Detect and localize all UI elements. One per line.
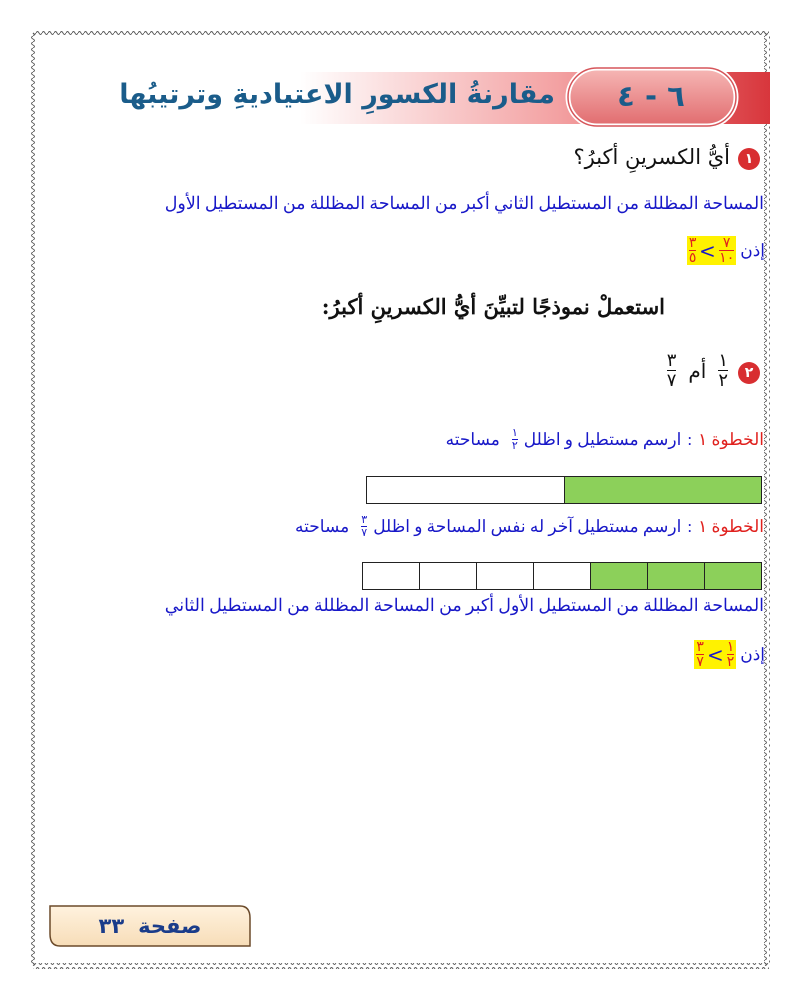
unshaded-part: [363, 563, 420, 589]
lesson-title: مقارنةُ الكسورِ الاعتياديةِ وترتيبُها: [119, 79, 555, 110]
q1-fraction-big: $\frac{٧}{١٠}$: [719, 235, 735, 266]
shaded-part: [648, 563, 705, 589]
q1-answer: المساحة المظللة من المستطيل الثاني أكبر من المساحة المظللة من المستطيل الأول: [164, 193, 764, 213]
q2-fraction-b: $\frac{٣}{٧}$: [666, 350, 677, 391]
q1-fraction-small: $\frac{٣}{٥}$: [688, 235, 697, 266]
q2-fraction-small: $\frac{٣}{٧}$: [696, 639, 704, 670]
page-number: ٣٣: [98, 914, 125, 938]
page-word: صفحة: [138, 914, 202, 938]
q2-number-icon: ٢: [738, 362, 760, 384]
unshaded-part: [477, 563, 534, 589]
unshaded-part: [367, 477, 565, 503]
page-number-tab: [60, 908, 240, 944]
q2-answer: المساحة المظللة من المستطيل الأول أكبر من المساحة المظللة من المستطيل الثاني: [164, 595, 764, 615]
q1-inequality: $\frac{٣}{٥}$ > $\frac{٧}{١٠}$: [688, 235, 735, 266]
model-rectangle-1: [366, 476, 762, 504]
model-rectangle-2: [362, 562, 762, 590]
q2-fraction-a: $\frac{١}{٢}$: [718, 350, 728, 391]
q1-number-icon: ١: [738, 148, 760, 170]
q2-fraction-big: $\frac{١}{٢}$: [726, 639, 735, 670]
instruction-text: استعملْ نموذجًا لتبيِّنَ أيُّ الكسرينِ أكبرُ:: [321, 294, 665, 319]
step1-line: الخطوة ١ : ارسم مستطيل و اظلل $\frac{١}{٢}$ مساحته: [445, 427, 764, 452]
shaded-part: [565, 477, 762, 503]
shaded-part: [705, 563, 761, 589]
step1-fraction: $\frac{١}{٢}$: [511, 427, 518, 452]
lesson-badge-number: ٦ - ٤: [617, 79, 685, 113]
step2-line: الخطوة ١ : ارسم مستطيل آخر له نفس المساحة و اظلل $\frac{٣}{٧}$ مساحته: [295, 514, 764, 539]
q2-inequality: $\frac{٣}{٧}$ > $\frac{١}{٢}$: [696, 639, 735, 670]
q2-conclusion: إذن $\frac{٣}{٧}$ > $\frac{١}{٢}$: [696, 639, 765, 670]
q2-fractions: $\frac{١}{٢}$ أم $\frac{٣}{٧}$: [666, 350, 728, 391]
q1-conclusion: إذن $\frac{٣}{٥}$ > $\frac{٧}{١٠}$: [688, 235, 765, 266]
unshaded-part: [534, 563, 591, 589]
step2-fraction: $\frac{٣}{٧}$: [361, 514, 368, 539]
q1-question: أيُّ الكسرينِ أكبرُ؟: [573, 145, 730, 169]
shaded-part: [591, 563, 648, 589]
unshaded-part: [420, 563, 477, 589]
